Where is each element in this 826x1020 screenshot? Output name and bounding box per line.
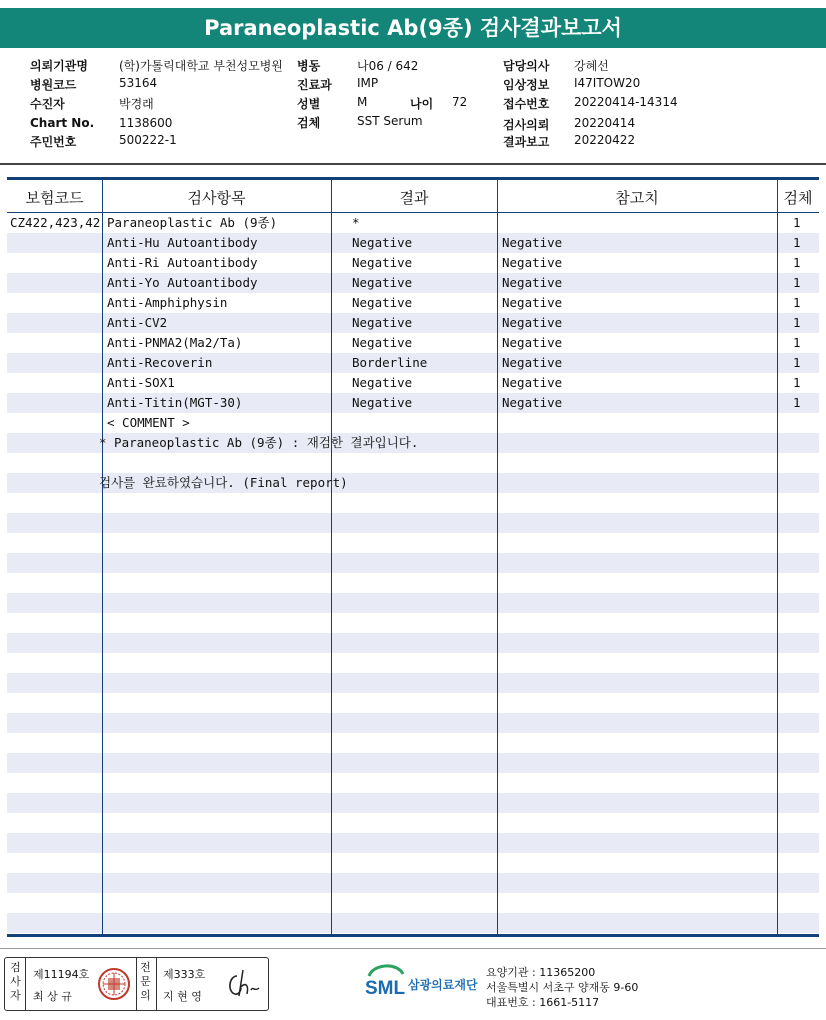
cell-specimen: 1: [793, 215, 801, 230]
cell-result: *: [352, 215, 360, 230]
seal-icon: [97, 967, 131, 1001]
report-title: Paraneoplastic Ab(9종) 검사결과보고서: [0, 8, 826, 48]
results-table: [7, 177, 819, 937]
cell-result: Negative: [352, 255, 413, 270]
clinical-info-value: I47ITOW20: [574, 76, 641, 90]
resident-no-value: 500222-1: [119, 133, 177, 147]
row-stripe: [7, 713, 819, 733]
footer-divider: [0, 948, 826, 949]
hospital-code-label: 병원코드: [30, 78, 77, 92]
resident-no-label: 주민번호: [30, 135, 77, 149]
box-divider: [25, 958, 26, 1010]
cell-result: Borderline: [352, 355, 428, 370]
institution-value: (학)가톨릭대학교 부천성모병원: [119, 59, 283, 73]
cell-code: CZ422,423,42: [10, 215, 101, 230]
sex-label: 성별: [297, 97, 321, 111]
receipt-no-label: 접수번호: [503, 97, 550, 111]
report-date-value: 20220422: [574, 133, 636, 147]
logo-text: SML: [365, 978, 406, 999]
comment-text: * Paraneoplastic Ab (9종) : 재검한 결과입니다.: [99, 435, 419, 450]
col-test-item: 검사항목: [187, 189, 246, 207]
patient-value: 박경래: [119, 97, 154, 111]
col-specimen: 검체: [783, 189, 813, 207]
doctor-label: 담당의사: [503, 59, 550, 73]
age-label: 나이: [410, 97, 434, 111]
box-divider: [156, 958, 157, 1010]
cell-specimen: 1: [793, 295, 801, 310]
cell-reference: Negative: [502, 375, 563, 390]
chart-no-label: Chart No.: [30, 116, 95, 130]
col-result: 결과: [399, 189, 429, 207]
cell-result: Negative: [352, 315, 413, 330]
specimen-label: 검체: [297, 116, 321, 130]
cell-item: Anti-Ri Autoantibody: [107, 255, 258, 270]
cell-item: Anti-CV2: [107, 315, 168, 330]
row-stripe: [7, 873, 819, 893]
patient-label: 수진자: [30, 97, 65, 111]
table-header: [7, 180, 819, 212]
table-row: [7, 333, 819, 353]
tester-license-no: 제11194호: [33, 968, 90, 981]
cell-specimen: 1: [793, 255, 801, 270]
cell-item: Anti-Titin(MGT-30): [107, 395, 243, 410]
comment-line: [7, 413, 819, 433]
header-divider: [0, 163, 826, 165]
specialist-license-no: 제333호: [163, 968, 206, 981]
cell-item: Anti-Recoverin: [107, 355, 213, 370]
comment-line: [7, 473, 819, 493]
row-stripe: [7, 673, 819, 693]
cell-result: Negative: [352, 375, 413, 390]
receipt-no-value: 20220414-14314: [574, 95, 678, 109]
table-row: [7, 253, 819, 273]
cell-reference: Negative: [502, 295, 563, 310]
row-stripe: [7, 833, 819, 853]
request-date-value: 20220414: [574, 116, 636, 130]
cell-reference: Negative: [502, 395, 563, 410]
table-row: [7, 313, 819, 333]
cell-result: Negative: [352, 235, 413, 250]
table-row: [7, 293, 819, 313]
chart-no-value: 1138600: [119, 116, 173, 130]
cell-specimen: 1: [793, 315, 801, 330]
cell-reference: Negative: [502, 275, 563, 290]
row-stripe: [7, 513, 819, 533]
cell-result: Negative: [352, 335, 413, 350]
clinical-info-label: 임상정보: [503, 78, 550, 92]
row-stripe: [7, 633, 819, 653]
table-row: [7, 393, 819, 413]
report-date-label: 결과보고: [503, 135, 550, 149]
dept-label: 진료과: [297, 78, 332, 92]
doctor-value: 강혜선: [574, 59, 609, 73]
cell-specimen: 1: [793, 395, 801, 410]
specialist-label: 전문의: [140, 961, 151, 1002]
org-address: 서울특별시 서초구 양재동 9-60: [486, 981, 639, 994]
row-stripe: [7, 593, 819, 613]
cell-specimen: 1: [793, 235, 801, 250]
cell-item: Anti-Hu Autoantibody: [107, 235, 258, 250]
table-row: [7, 213, 819, 233]
cell-result: Negative: [352, 395, 413, 410]
institution-label: 의뢰기관명: [30, 59, 88, 73]
signature-box: [4, 957, 269, 1011]
signature-icon: [223, 966, 261, 1002]
cell-reference: Negative: [502, 315, 563, 330]
cell-reference: Negative: [502, 335, 563, 350]
cell-item: Anti-Yo Autoantibody: [107, 275, 258, 290]
col-insurance-code: 보험코드: [25, 189, 84, 207]
ward-label: 병동: [297, 59, 321, 73]
cell-item: Anti-PNMA2(Ma2/Ta): [107, 335, 243, 350]
table-bottom-border: [7, 934, 819, 937]
final-report-text: 검사를 완료하였습니다. (Final report): [99, 475, 348, 490]
cell-item: Anti-Amphiphysin: [107, 295, 228, 310]
comment-line: [7, 433, 819, 453]
cell-reference: Negative: [502, 355, 563, 370]
hospital-code-value: 53164: [119, 76, 158, 90]
specimen-value: SST Serum: [357, 114, 423, 128]
cell-specimen: 1: [793, 355, 801, 370]
box-divider: [136, 958, 137, 1010]
table-row: [7, 353, 819, 373]
row-stripe: [7, 553, 819, 573]
col-reference: 참고치: [615, 189, 659, 207]
age-value: 72: [452, 95, 468, 109]
cell-specimen: 1: [793, 275, 801, 290]
comment-header: < COMMENT >: [107, 415, 190, 430]
cell-reference: Negative: [502, 235, 563, 250]
cell-item: Anti-SOX1: [107, 375, 175, 390]
dept-value: IMP: [357, 76, 379, 90]
row-stripe: [7, 913, 819, 933]
specialist-name: 지 현 영: [163, 990, 202, 1003]
table-row: [7, 273, 819, 293]
table-row: [7, 233, 819, 253]
cell-item: Paraneoplastic Ab (9종): [107, 215, 278, 230]
org-name: 삼광의료재단: [408, 978, 478, 992]
sex-value: M: [357, 95, 368, 109]
table-row: [7, 373, 819, 393]
org-phone: 대표번호 : 1661-5117: [486, 996, 600, 1009]
row-stripe: [7, 753, 819, 773]
cell-specimen: 1: [793, 335, 801, 350]
cell-result: Negative: [352, 295, 413, 310]
row-stripe: [7, 793, 819, 813]
tester-name: 최 상 규: [33, 990, 72, 1003]
cell-reference: Negative: [502, 255, 563, 270]
cell-result: Negative: [352, 275, 413, 290]
tester-label: 검사자: [10, 961, 21, 1002]
ward-value: 나06 / 642: [357, 59, 419, 73]
cell-specimen: 1: [793, 375, 801, 390]
request-date-label: 검사의뢰: [503, 118, 550, 132]
sml-logo-icon: [365, 962, 407, 1000]
org-code: 요양기관 : 11365200: [486, 966, 596, 979]
